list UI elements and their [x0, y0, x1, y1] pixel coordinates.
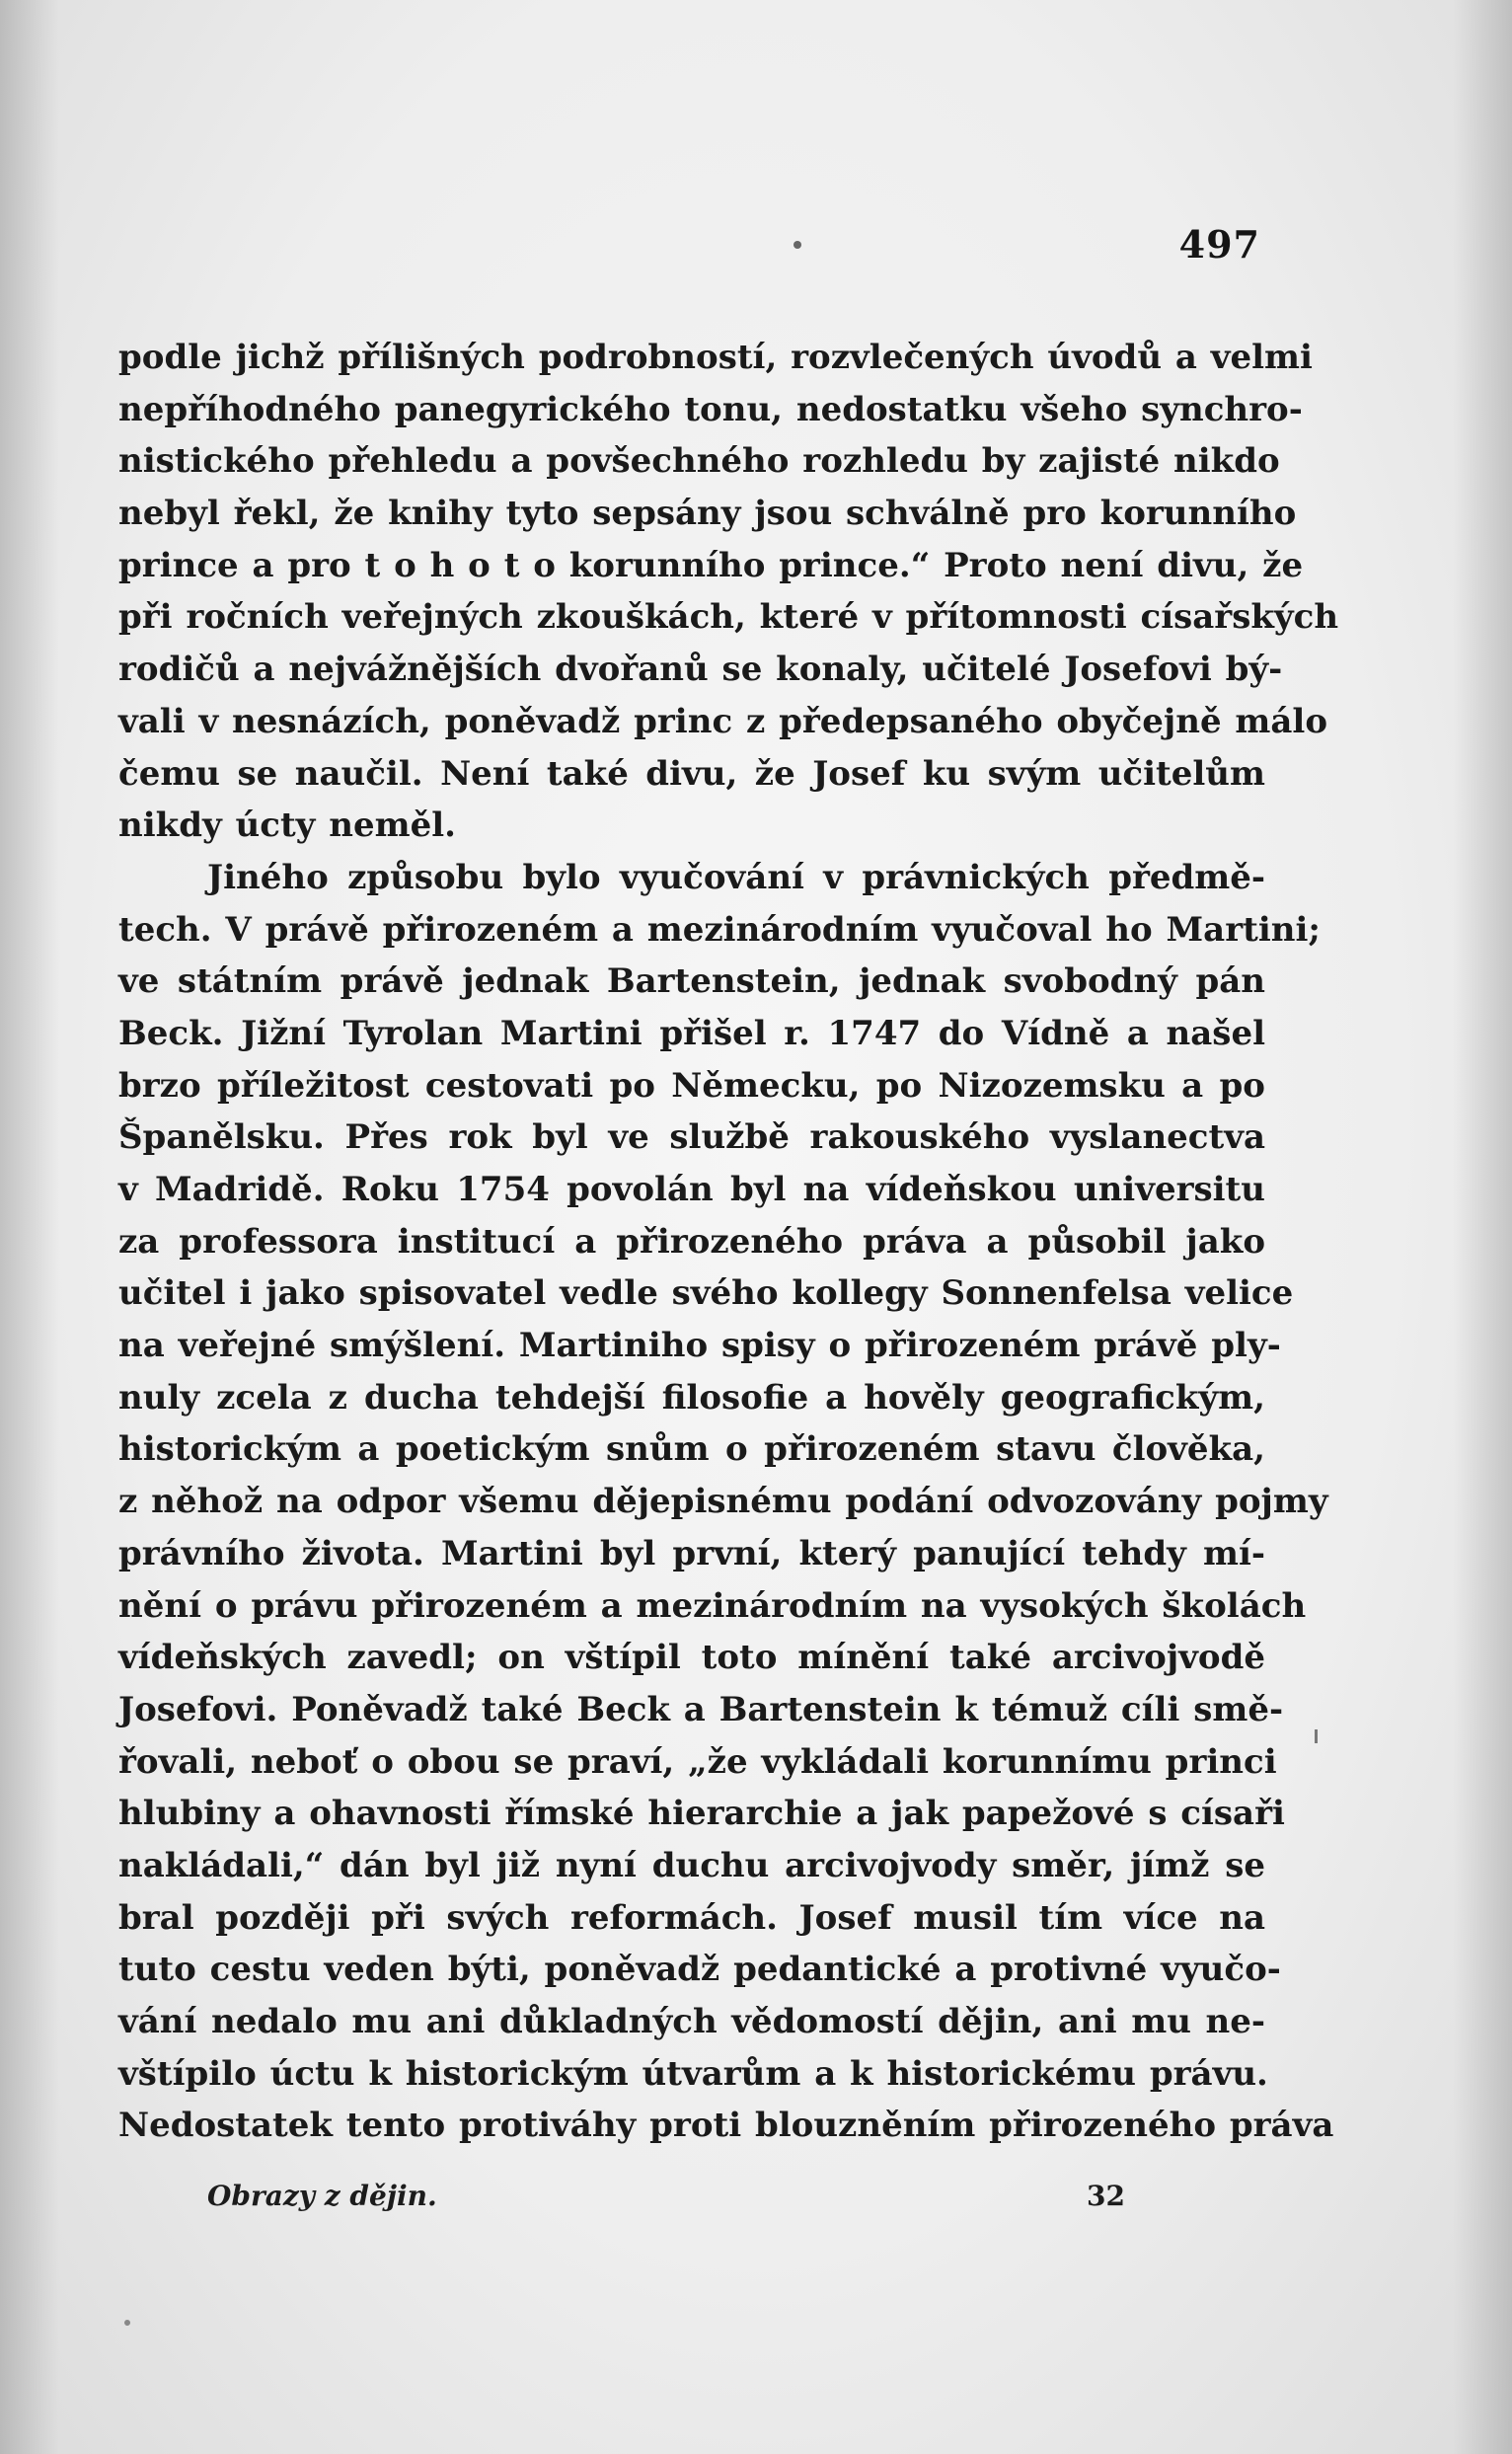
- text-line: brzo příležitost cestovati po Německu, po Nizozemsku a po: [118, 1065, 1265, 1106]
- text-line: historickým a poetickým snům o přirozeném stavu člověka,: [118, 1429, 1265, 1470]
- text-line: vali v nesnázích, poněvadž princ z předepsaného obyčejně málo: [118, 701, 1328, 741]
- margin-tick-mark: [1315, 1729, 1318, 1743]
- text-line: v Madridě. Roku 1754 povolán byl na vídeňskou universitu: [118, 1170, 1265, 1209]
- text-line: vání nedalo mu ani důkladných vědomostí dějin, ani mu ne-: [118, 2002, 1265, 2041]
- left-edge-shadow: [0, 0, 59, 2454]
- text-line: Josefovi. Poněvadž také Beck a Bartenstein k témuž cíli smě-: [118, 1689, 1284, 1729]
- text-line: na veřejné smýšlení. Martiniho spisy o přirozeném právě ply-: [118, 1326, 1281, 1366]
- text-line: z něhož na odpor všemu dějepisnému podání odvozovány pojmy: [118, 1482, 1328, 1522]
- text-line: nistického přehledu a povšechného rozhledu by zajisté nikdo: [118, 441, 1280, 482]
- text-line: podle jichž přílišných podrobností, rozvlečených úvodů a velmi: [118, 338, 1313, 377]
- text-line: hlubiny a ohavnosti římské hierarchie a jak papežové s císaři: [118, 1794, 1285, 1834]
- text-line: nebyl řekl, že knihy tyto sepsány jsou schválně pro korunního: [118, 494, 1297, 534]
- footer-book-title: Obrazy z dějin.: [207, 2180, 437, 2212]
- text-line: tech. V právě přirozeném a mezinárodním vyučoval ho Martini;: [118, 909, 1321, 950]
- text-line: vídeňských zavedl; on vštípil toto mínění také arcivojvodě: [118, 1638, 1265, 1678]
- text-line: rodičů a nejvážnějších dvořanů se konaly, učitelé Josefovi bý-: [118, 650, 1283, 690]
- text-line: Španělsku. Přes rok byl ve službě rakouského vyslanectva: [118, 1117, 1265, 1158]
- text-line: tuto cestu veden býti, poněvadž pedantické a protivné vyučo-: [118, 1950, 1281, 1990]
- text-line: Beck. Jižní Tyrolan Martini přišel r. 1747 do Vídně a našel: [118, 1013, 1265, 1053]
- text-line: čemu se naučil. Není také divu, že Josef ku svým učitelům: [118, 753, 1265, 794]
- text-line: nuly zcela z ducha tehdejší filosofie a hověly geografickým,: [118, 1377, 1265, 1418]
- footer-signature-number: 32: [1087, 2180, 1125, 2212]
- right-edge-shadow: [1453, 0, 1512, 2454]
- text-line: nění o právu přirozeném a mezinárodním na vysokých školách: [118, 1585, 1307, 1626]
- text-line: Nedostatek tento protiváhy proti blouzněním přirozeného práva: [118, 2106, 1334, 2146]
- page-footer: [207, 2180, 1125, 2212]
- text-line: učitel i jako spisovatel vedle svého kollegy Sonnenfelsa velice: [118, 1273, 1294, 1314]
- text-line: prince a pro t o h o t o korunního prince.“ Proto není divu, že: [118, 545, 1304, 585]
- text-line: nakládali,“ dán byl již nyní duchu arcivojvody směr, jímž se: [118, 1845, 1265, 1885]
- text-line: při ročních veřejných zkouškách, které v přítomnosti císařských: [118, 597, 1339, 638]
- text-line: ve státním právě jednak Bartenstein, jednak svobodný pán: [118, 961, 1265, 1002]
- print-dot-mark: [794, 241, 801, 249]
- paragraph-first-line: Jiného způsobu bylo vyučování v právnických předmě-: [207, 857, 1265, 897]
- text-line: za professora institucí a přirozeného práva a působil jako: [118, 1221, 1265, 1262]
- ink-blot: [124, 2320, 130, 2326]
- body-text: [118, 332, 1339, 2152]
- page-number: 497: [1178, 222, 1260, 267]
- text-line: nikdy úcty neměl.: [118, 805, 456, 846]
- text-line: nepříhodného panegyrického tonu, nedostatku všeho synchro-: [118, 389, 1303, 429]
- text-line: bral později při svých reformách. Josef musil tím více na: [118, 1897, 1265, 1938]
- text-line: vštípilo úctu k historickým útvarům a k historickému právu.: [118, 2053, 1268, 2094]
- text-line: řovali, neboť o obou se praví, „že vykládali korunnímu princi: [118, 1741, 1277, 1782]
- text-line: právního života. Martini byl první, který panující tehdy mí-: [118, 1533, 1265, 1573]
